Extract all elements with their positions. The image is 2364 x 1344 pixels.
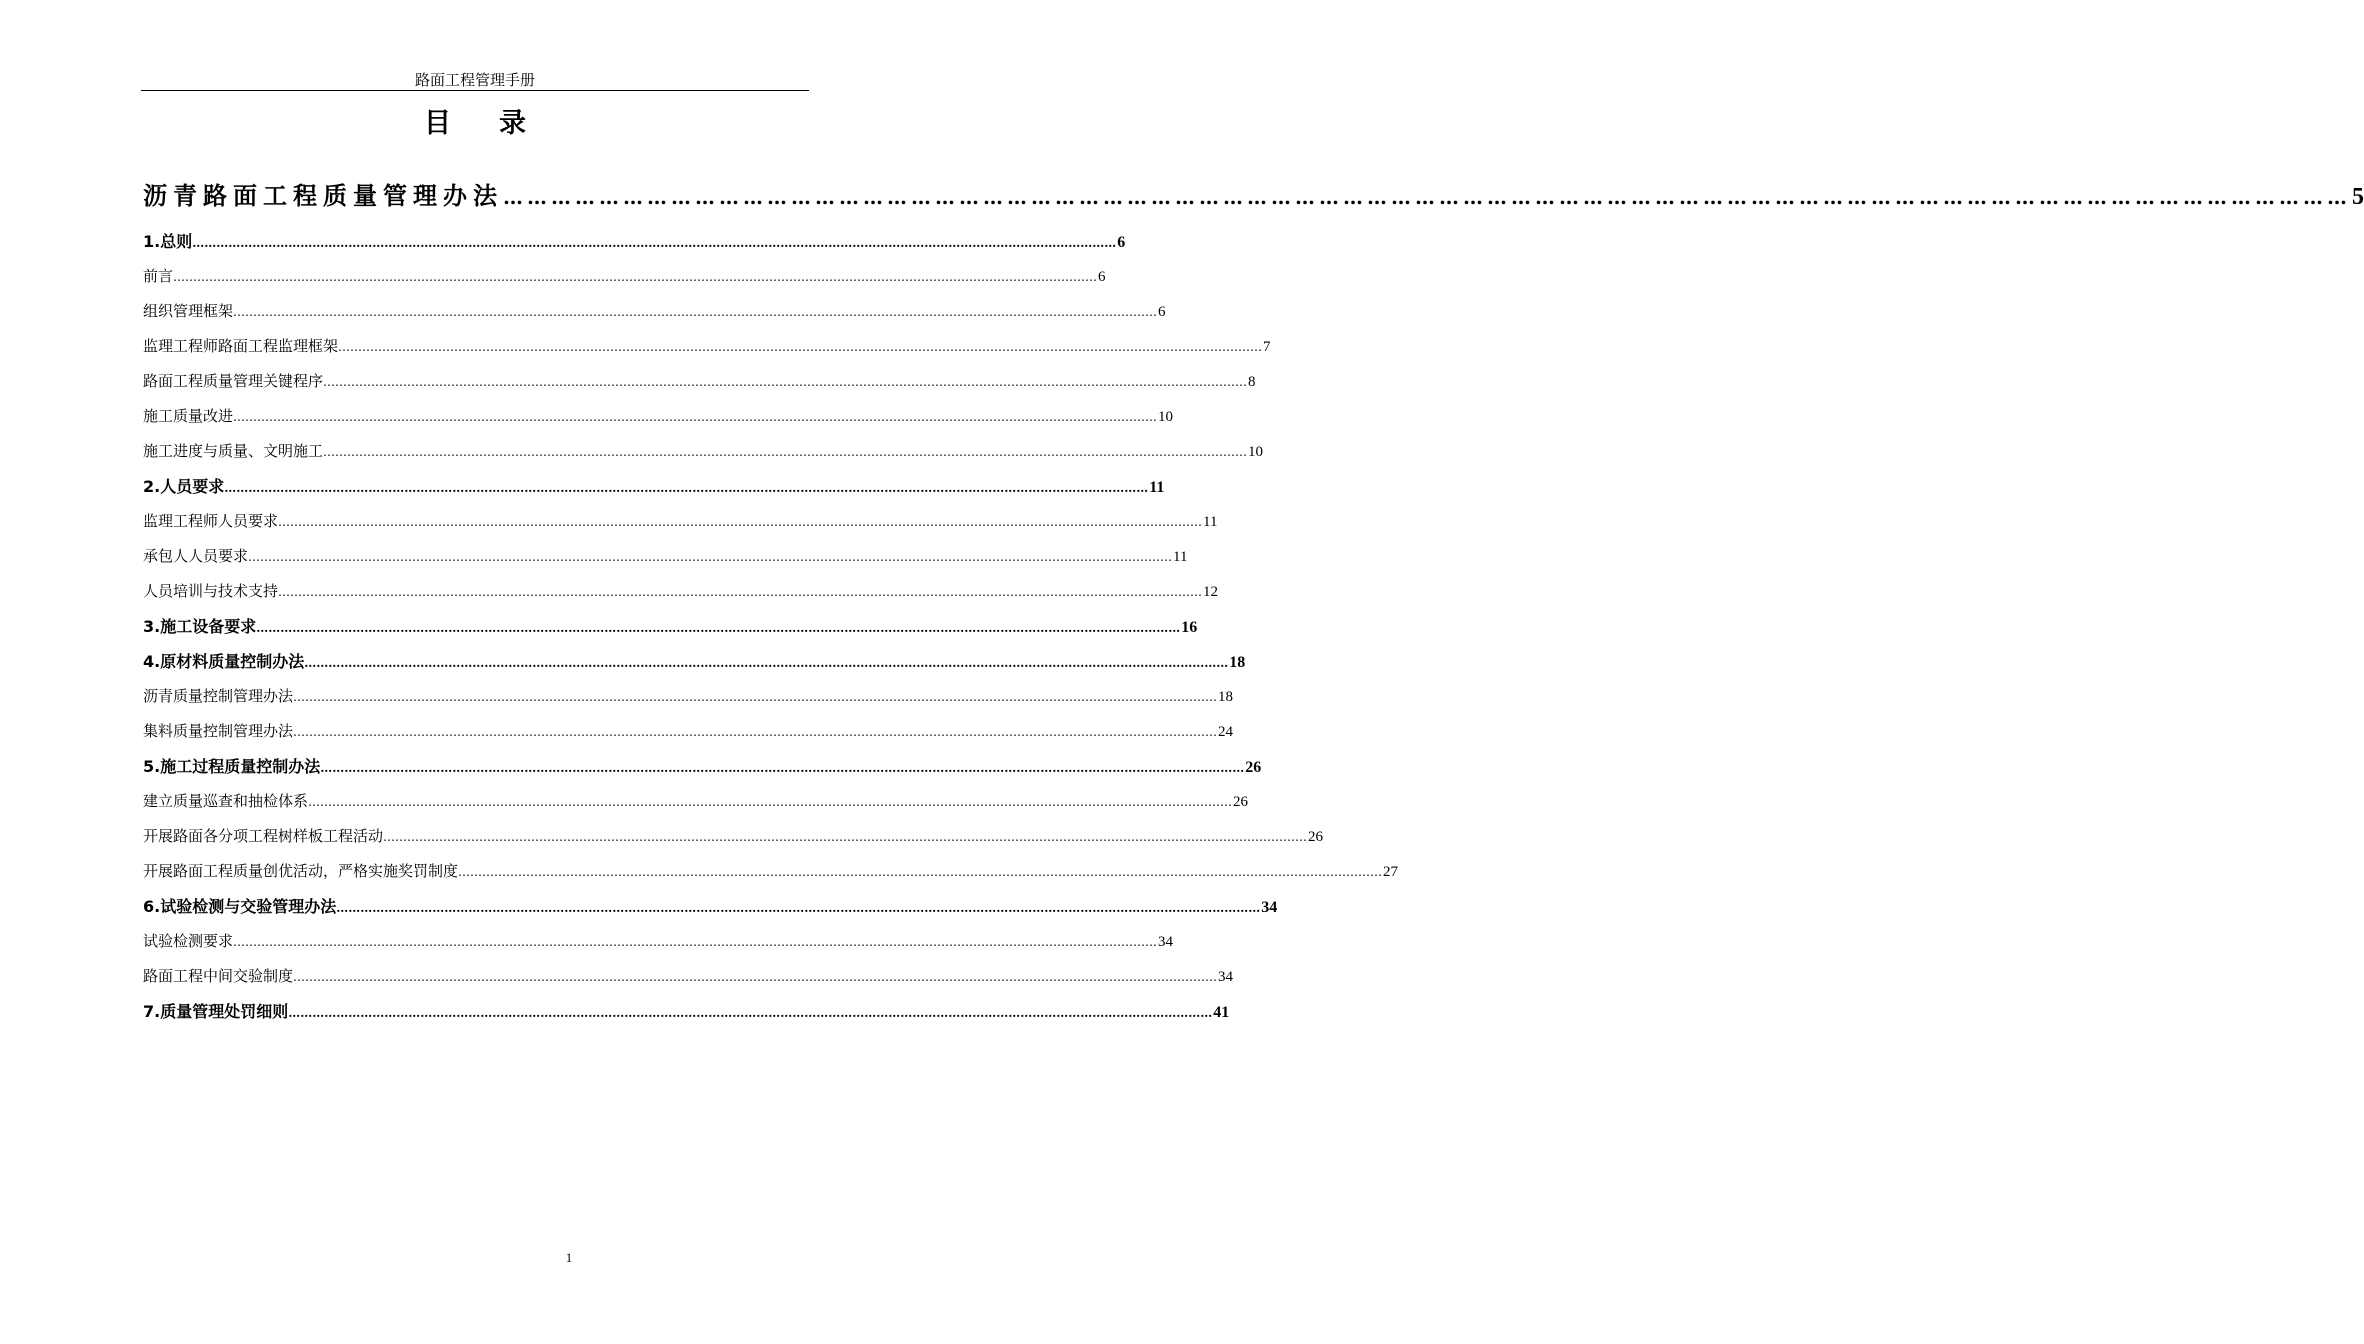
toc-entry-page: 24 <box>1218 724 1234 740</box>
toc-leader-dots: …………………………………………………………………………………………………………………………………………………………………………………………………………… <box>304 656 1229 670</box>
page-number: 1 <box>565 1250 573 1265</box>
toc-entry-label: 3.施工设备要求 <box>143 617 257 636</box>
toc-leader-dots: …………………………………………………………………………………………………………………………………………………………………………………………………………… <box>293 970 1218 984</box>
toc-entry-page: 10 <box>1158 409 1174 425</box>
toc-entry-page: 6 <box>1117 234 1126 251</box>
toc-entry-page: 11 <box>1173 549 1188 565</box>
toc-entry[interactable] <box>143 819 1324 854</box>
toc-entry[interactable] <box>143 224 1126 259</box>
toc-entry-label: 监理工程师人员要求 <box>143 512 279 530</box>
toc-entry-page: 11 <box>1203 514 1218 530</box>
toc-entry-label: 开展路面工程质量创优活动，严格实施奖罚制度 <box>143 862 459 880</box>
toc-entry-page: 8 <box>1248 374 1256 390</box>
toc-entry[interactable] <box>143 679 1234 714</box>
toc-leader-dots: …………………………………………………………………………………………………………………………………………………………………………………………………………… <box>308 795 1233 809</box>
toc-entry[interactable] <box>143 924 1174 959</box>
toc-entry[interactable] <box>143 574 1219 609</box>
toc-leader-dots: …………………………………………………………………………………………………………………………………………………………………………………………………………… <box>323 445 1248 459</box>
toc-leader-dots: …………………………………………………………………………………………………………………………………………………………………………………………………………… <box>320 761 1245 775</box>
toc-entry-label: 施工质量改进 <box>143 407 234 425</box>
toc-leader-dots: …………………………………………………………………………………………………………………………………………………………………………………………………………… <box>233 305 1158 319</box>
toc-entry-label: 路面工程质量管理关键程序 <box>143 372 324 390</box>
toc-entry-page: 34 <box>1158 934 1174 950</box>
toc-entry-label: 集料质量控制管理办法 <box>143 722 294 740</box>
toc-entry-page: 18 <box>1218 689 1234 705</box>
toc-entry-page: 11 <box>1149 479 1165 496</box>
toc-leader-dots: …………………………………………………………………………………………………………………………………………………………………………………………………………… <box>336 901 1261 915</box>
toc-entry-label: 沥青质量控制管理办法 <box>143 687 294 705</box>
toc-entry-page: 16 <box>1181 619 1198 636</box>
toc-entry-label: 施工进度与质量、文明施工 <box>143 442 324 460</box>
toc-entry-label: 沥青路面工程质量管理办法 <box>143 182 503 210</box>
toc-entry-label: 2.人员要求 <box>143 477 225 496</box>
toc-entry[interactable] <box>143 889 1278 924</box>
toc-entry-label: 5.施工过程质量控制办法 <box>143 757 321 776</box>
toc-leader-dots: …………………………………………………………………………………………………………………………………………………………………………………………………………… <box>383 830 1308 844</box>
toc-entry-page: 26 <box>1245 759 1262 776</box>
toc-leader-dots: …………………………………………………………………………………………………………………………………………………………………………………………………………… <box>233 935 1158 949</box>
toc-leader-dots: …………………………………………………………………………………………………………………………………………………………………………………………………………… <box>256 621 1181 635</box>
toc-entry[interactable] <box>143 644 1246 679</box>
toc-leader-dots: …………………………………………………………………………………………………………………………………………………………………………………………………………… <box>173 270 1098 284</box>
toc-entry-page: 34 <box>1218 969 1234 985</box>
toc-entry-page: 26 <box>1308 829 1324 845</box>
toc-entry-label: 人员培训与技术支持 <box>143 582 279 600</box>
toc-entry[interactable] <box>143 364 1256 399</box>
toc-leader-dots: …………………………………………………………………………………………………………………………………………………………………………………………………………… <box>293 690 1218 704</box>
toc-leader-dots: …………………………………………………………………………………………………………………………………………………………………………………………………………… <box>278 515 1203 529</box>
toc-leader-dots: …………………………………………………………………………………………………………………………………………………………………………………………………………… <box>503 185 2351 209</box>
table-of-contents <box>143 172 2364 1029</box>
toc-entry[interactable] <box>143 434 1264 469</box>
toc-leader-dots: …………………………………………………………………………………………………………………………………………………………………………………………………………… <box>192 236 1117 250</box>
toc-leader-dots: …………………………………………………………………………………………………………………………………………………………………………………………………………… <box>458 865 1383 879</box>
toc-entry[interactable] <box>143 749 1262 784</box>
header-rule <box>141 90 809 91</box>
toc-entry-label: 开展路面各分项工程树样板工程活动 <box>143 827 384 845</box>
toc-entry[interactable] <box>143 994 1230 1029</box>
toc-entry-page: 26 <box>1233 794 1249 810</box>
toc-entry-label: 6.试验检测与交验管理办法 <box>143 897 337 916</box>
toc-title-char-2: 录 <box>499 108 526 139</box>
toc-entry[interactable] <box>143 539 1188 574</box>
toc-entry[interactable] <box>143 714 1234 749</box>
toc-leader-dots: …………………………………………………………………………………………………………………………………………………………………………………………………………… <box>288 1006 1213 1020</box>
toc-entry-label: 监理工程师路面工程监理框架 <box>143 337 339 355</box>
toc-entry[interactable] <box>143 504 1218 539</box>
toc-entry-page: 12 <box>1203 584 1219 600</box>
toc-entry[interactable] <box>143 609 1198 644</box>
toc-leader-dots: …………………………………………………………………………………………………………………………………………………………………………………………………………… <box>224 481 1149 495</box>
toc-entry[interactable] <box>143 469 1165 504</box>
toc-leader-dots: …………………………………………………………………………………………………………………………………………………………………………………………………………… <box>338 340 1263 354</box>
toc-entry[interactable] <box>143 399 1174 434</box>
toc-entry-page: 18 <box>1229 654 1246 671</box>
toc-entry-page: 41 <box>1213 1004 1230 1021</box>
toc-entry-page: 7 <box>1263 339 1271 355</box>
toc-entry-label: 试验检测要求 <box>143 932 234 950</box>
toc-entry-label: 建立质量巡查和抽检体系 <box>143 792 309 810</box>
toc-entry-label: 4.原材料质量控制办法 <box>143 652 305 671</box>
toc-entry[interactable] <box>143 259 1106 294</box>
toc-entry[interactable] <box>143 172 2364 220</box>
toc-entry-label: 前言 <box>143 267 174 285</box>
toc-entry[interactable] <box>143 294 1166 329</box>
toc-entry-label: 组织管理框架 <box>143 302 234 320</box>
toc-leader-dots: …………………………………………………………………………………………………………………………………………………………………………………………………………… <box>248 550 1173 564</box>
toc-entry-page: 34 <box>1261 899 1278 916</box>
toc-title <box>141 106 809 142</box>
toc-leader-dots: …………………………………………………………………………………………………………………………………………………………………………………………………………… <box>233 410 1158 424</box>
toc-entry[interactable] <box>143 959 1234 994</box>
toc-entry-label: 承包人人员要求 <box>143 547 249 565</box>
toc-entry[interactable] <box>143 854 1399 889</box>
toc-leader-dots: …………………………………………………………………………………………………………………………………………………………………………………………………………… <box>293 725 1218 739</box>
toc-entry-page: 5 <box>2352 184 2364 210</box>
toc-title-char-1: 目 <box>424 108 451 139</box>
running-header: 路面工程管理手册 <box>414 71 535 89</box>
toc-entry[interactable] <box>143 784 1249 819</box>
toc-entry-label: 路面工程中间交验制度 <box>143 967 294 985</box>
toc-entry-page: 6 <box>1158 304 1166 320</box>
toc-entry-label: 7.质量管理处罚细则 <box>143 1002 289 1021</box>
toc-entry[interactable] <box>143 329 1271 364</box>
toc-entry-page: 6 <box>1098 269 1106 285</box>
toc-entry-page: 10 <box>1248 444 1264 460</box>
toc-leader-dots: …………………………………………………………………………………………………………………………………………………………………………………………………………… <box>278 585 1203 599</box>
toc-entry-page: 27 <box>1383 864 1399 880</box>
toc-leader-dots: …………………………………………………………………………………………………………………………………………………………………………………………………………… <box>323 375 1248 389</box>
toc-entry-label: 1.总则 <box>143 232 193 251</box>
